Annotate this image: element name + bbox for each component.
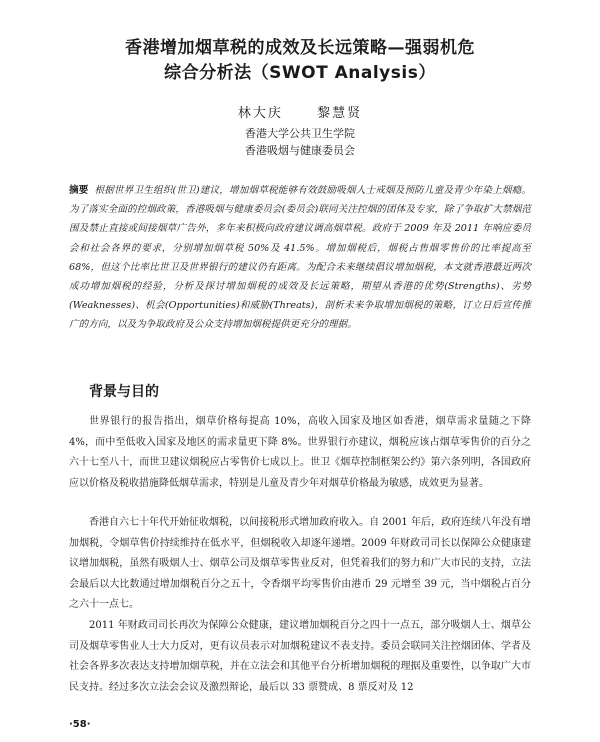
article-title-line-2: 综合分析法（SWOT Analysis） [164, 63, 436, 83]
abstract-label: 摘要 [69, 185, 89, 196]
affiliation: 香港吸烟与健康委员会 [245, 144, 355, 157]
section-heading: 背景与目的 [89, 384, 159, 400]
body-paragraph: 2011 年财政司司长再次为保障公众健康，建议增加烟税百分之四十一点五，部分吸烟人士、烟草公司及烟草零售业人士大力反对，更有议员表示对加烟税建议不表支持。委员会联同关注控烟团体、学者及社会各界多次表达支持增加烟草税，并在立法会和其他平台分析增加烟税的理据及重要性，以争取广大市民支持。经过多次立法会会议及激烈辩论，最后以 33 票赞成、8 票反对及 12 [69, 620, 531, 693]
body-paragraph: 世界银行的报告指出，烟草价格每提高 10%，高收入国家及地区如香港，烟草需求量随之下降 4%，而中至低收入国家及地区的需求量更下降 8%。世界银行亦建议，烟税应该占烟草零售价的百分之六十七至八十，而世卫建议烟税应占零售价七成以上。世卫《烟草控制框架公约》第六条列明，各国政府应以价格及税收措施降低烟草需求，特别是儿童及青少年对烟草价格最为敏感，成效更为显著。 [69, 416, 531, 489]
author-list [0, 105, 600, 123]
affiliation: 香港大学公共卫生学院 [245, 127, 355, 140]
abstract-text: 根据世界卫生组织(世卫)建议，增加烟草税能够有效鼓励吸烟人士戒烟及预防儿童及青少年染上烟瘾。为了落实全面的控烟政策，香港吸烟与健康委员会(委员会)联同关注控烟的团体及专家，除了争取扩大禁烟范围及禁止直接或间接烟草广告外，多年来积极向政府建议调高烟草税。政府于 2009 年及 2011 年响应委员会和社会各界的要求，分别增加烟草税 50%及 41.5%。增加烟税后，烟税占售烟零售价的比率提高至 68%，但这个比率比世卫及世界银行的建议仍有距离。为配合未来继续倡议增加烟税，本文就香港最近两次成功增加烟税的经验，分析及探讨增加烟税的成效及长远策略，期望从香港的优势(Strengths)、劣势(Weaknesses)、机会(Opportunities)和威胁(Threats)，剖析未来争取增加烟税的策略，订立日后宣传推广的方向，以及为争取政府及公众支持增加烟税提供更充分的理据。 [69, 185, 531, 331]
author-name: 黎慧贤 [317, 106, 363, 121]
abstract [69, 181, 531, 335]
body-paragraph: 香港自六七十年代开始征收烟税，以间接税形式增加政府收入。自 2001 年后，政府连续八年没有增加烟税，令烟草售价持续维持在低水平，但烟税收入却逐年递增。2009 年财政司司长以保障公众健康建议增加烟税，虽然有吸烟人士、烟草公司及烟草零售业反对，但凭着我们的努力和广大市民的支持，立法会最后以大比数通过增加烟税百分之五十，令香烟平均零售价由港币 29 元增至 39 元，当中烟税占百分之六十一点七。 [69, 517, 531, 611]
page-number: ·58· [69, 719, 91, 730]
article-title-line-1: 香港增加烟草税的成效及长远策略—强弱机危 [125, 38, 475, 58]
author-name: 林大庆 [237, 106, 283, 121]
